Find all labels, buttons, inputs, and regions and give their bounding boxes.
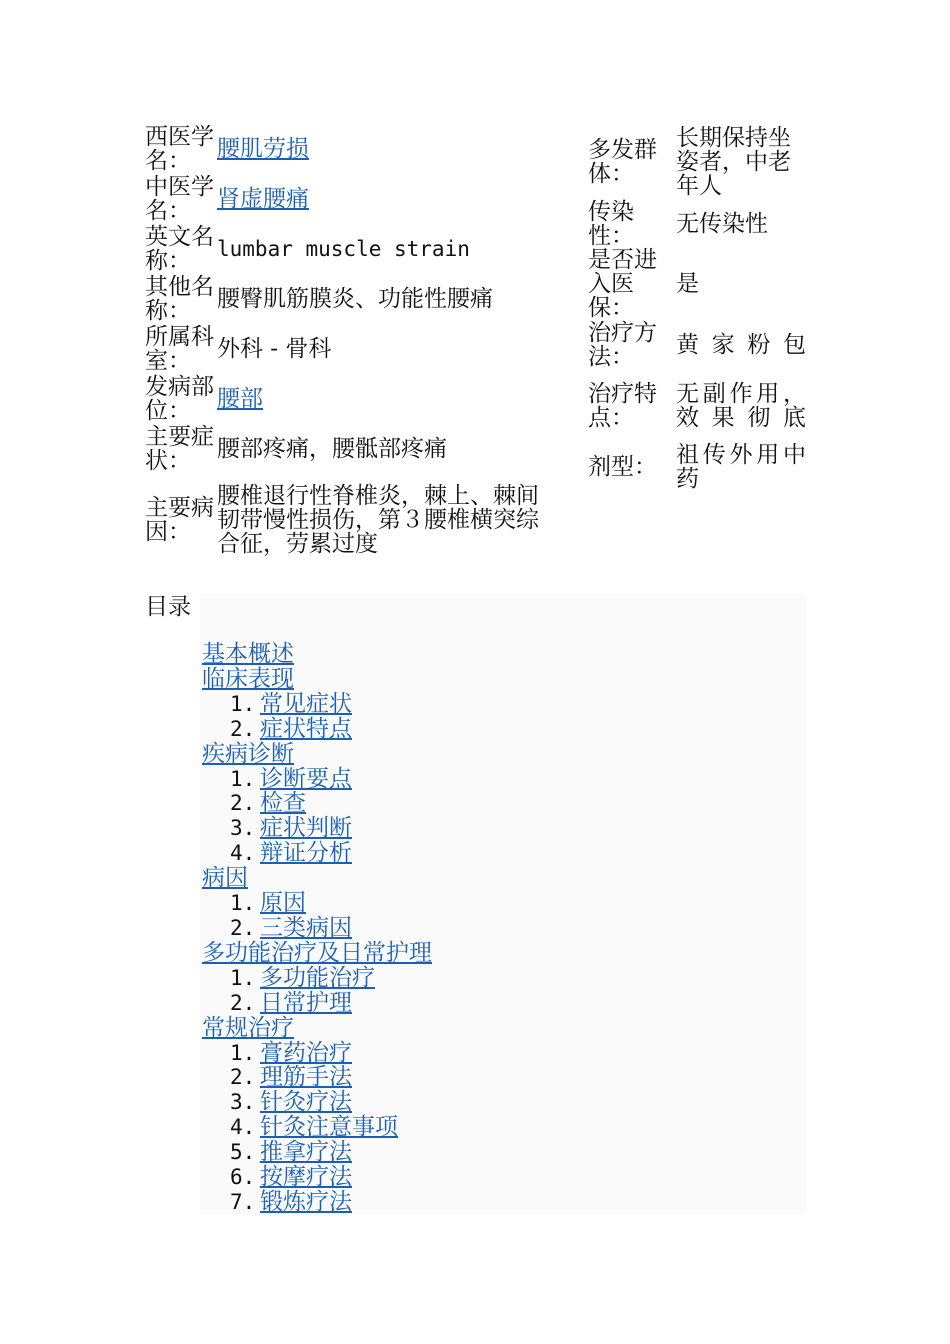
toc-subsection	[202, 916, 432, 941]
toc-item-number: 3.	[230, 1090, 256, 1115]
toc-item-number: 1.	[230, 1040, 256, 1065]
field-value: 长期保持坐姿者，中老年人	[676, 125, 791, 199]
field-value: 无传染性	[676, 211, 768, 237]
toc-subsection-list	[202, 891, 432, 941]
field-label: 发病部位：	[145, 374, 214, 424]
toc-subsection-link[interactable]: 原因	[260, 890, 306, 917]
toc-subsection	[202, 1165, 432, 1190]
info-row	[145, 474, 557, 566]
toc-item-number: 2.	[230, 791, 256, 816]
info-row	[588, 124, 806, 200]
info-row	[588, 248, 806, 320]
toc-subsection	[202, 1190, 432, 1215]
toc-subsection-link[interactable]: 症状判断	[260, 815, 352, 842]
toc-item-number: 1.	[230, 965, 256, 990]
info-row	[588, 200, 806, 248]
field-label: 其他名称：	[145, 274, 214, 324]
toc-subsection-list	[202, 1041, 432, 1215]
field-value: 外科 - 骨科	[217, 336, 332, 362]
field-value: lumbar muscle strain	[217, 237, 470, 261]
toc-section	[202, 866, 432, 941]
toc-subsection-link[interactable]: 常见症状	[260, 690, 352, 717]
info-row	[145, 224, 557, 274]
info-row	[145, 324, 557, 374]
field-value: 腰臀肌筋膜炎、功能性腰痛	[217, 286, 493, 312]
toc-item-number: 2.	[230, 915, 256, 940]
info-row	[145, 374, 557, 424]
info-row	[145, 274, 557, 324]
field-value: 祖传外用中药	[676, 442, 806, 492]
toc-subsection-link[interactable]: 针灸注意事项	[260, 1114, 398, 1141]
field-value: 无副作用，效果彻底	[676, 381, 806, 431]
toc-section-link[interactable]: 病因	[202, 865, 248, 892]
info-row	[588, 442, 806, 492]
toc-subsection-link[interactable]: 三类病因	[260, 914, 352, 941]
toc-subsection	[202, 1090, 432, 1115]
toc-subsection-link[interactable]: 锻炼疗法	[260, 1188, 352, 1215]
field-value-link[interactable]: 肾虚腰痛	[217, 186, 309, 212]
toc-item-number: 2.	[230, 990, 256, 1015]
disease-info-table-left	[145, 124, 557, 566]
toc-item-number: 4.	[230, 841, 256, 866]
toc-subsection	[202, 1140, 432, 1165]
toc-subsection-link[interactable]: 推拿疗法	[260, 1139, 352, 1166]
toc-subsection	[202, 841, 432, 866]
info-row	[588, 370, 806, 442]
toc-subsection	[202, 1041, 432, 1066]
toc-section	[202, 941, 432, 1016]
field-label: 传染性：	[588, 199, 634, 249]
field-value	[217, 124, 557, 174]
toc-section	[202, 1016, 432, 1215]
toc-subsection-link[interactable]: 膏药治疗	[260, 1039, 352, 1066]
toc-item-number: 7.	[230, 1189, 256, 1214]
field-value: 腰椎退行性脊椎炎，棘上、棘间韧带慢性损伤，第３腰椎横突综合征，劳累过度	[217, 483, 539, 557]
toc-subsection	[202, 791, 432, 816]
toc-item-number: 1.	[230, 766, 256, 791]
toc-item-number: 1.	[230, 891, 256, 916]
toc-subsection	[202, 692, 432, 717]
toc-subsection-link[interactable]: 理筋手法	[260, 1064, 352, 1091]
field-value-link[interactable]: 腰肌劳损	[217, 136, 309, 162]
field-value	[217, 174, 557, 224]
toc-section-link[interactable]: 常规治疗	[202, 1014, 294, 1041]
disease-info-table-right	[588, 124, 806, 492]
toc-item-number: 4.	[230, 1115, 256, 1140]
toc-item-number: 3.	[230, 816, 256, 841]
toc-item-number: 2.	[230, 716, 256, 741]
toc-section-link[interactable]: 基本概述	[202, 641, 294, 667]
field-label: 是否进入医保：	[588, 247, 657, 321]
toc-item-number: 2.	[230, 1065, 256, 1090]
toc-section-link[interactable]: 多功能治疗及日常护理	[202, 939, 432, 966]
info-row	[145, 124, 557, 174]
toc-subsection	[202, 717, 432, 742]
toc-subsection	[202, 966, 432, 991]
field-label: 多发群体：	[588, 137, 657, 187]
toc-section-link[interactable]: 临床表现	[202, 665, 294, 692]
toc-item-number: 6.	[230, 1165, 256, 1190]
toc-subsection-list	[202, 966, 432, 1016]
toc-subsection-link[interactable]: 多功能治疗	[260, 964, 375, 991]
field-label: 西医学名：	[145, 124, 214, 174]
field-label: 治疗方法：	[588, 320, 657, 370]
field-value: 黄家粉包	[676, 332, 806, 358]
toc-subsection-link[interactable]: 日常护理	[260, 989, 352, 1016]
field-label: 主要症状：	[145, 424, 214, 474]
toc-subsection-list	[202, 767, 432, 867]
field-value: 腰部疼痛，腰骶部疼痛	[217, 436, 447, 462]
toc-subsection-link[interactable]: 按摩疗法	[260, 1164, 352, 1191]
toc-subsection-link[interactable]: 症状特点	[260, 715, 352, 742]
toc-subsection	[202, 767, 432, 792]
toc-section	[202, 742, 432, 867]
field-value: 是	[676, 271, 699, 297]
info-row	[145, 424, 557, 474]
toc-subsection	[202, 1115, 432, 1140]
toc-subsection-link[interactable]: 辩证分析	[260, 840, 352, 867]
field-label: 主要病因：	[145, 495, 214, 545]
toc-section	[202, 667, 432, 742]
field-label: 中医学名：	[145, 174, 214, 224]
info-row	[145, 174, 557, 224]
toc-subsection-link[interactable]: 针灸疗法	[260, 1089, 352, 1116]
field-label: 英文名称：	[145, 224, 214, 274]
field-label: 所属科室：	[145, 324, 214, 374]
field-value-link[interactable]: 腰部	[217, 386, 263, 412]
toc-section-link[interactable]: 疾病诊断	[202, 740, 294, 767]
toc-title: 目录	[145, 594, 191, 620]
toc-item-number: 5.	[230, 1140, 256, 1165]
field-label: 治疗特点：	[588, 381, 657, 431]
field-label: 剂型：	[588, 454, 657, 480]
toc-subsection	[202, 816, 432, 841]
toc-subsection	[202, 991, 432, 1016]
toc-subsection-link[interactable]: 检查	[260, 790, 306, 817]
toc-section	[202, 642, 432, 667]
field-value	[217, 374, 557, 424]
toc-subsection	[202, 1065, 432, 1090]
toc-subsection-link[interactable]: 诊断要点	[260, 765, 352, 792]
toc-subsection-list	[202, 692, 432, 742]
table-of-contents	[202, 642, 432, 1215]
toc-subsection	[202, 891, 432, 916]
toc-item-number: 1.	[230, 691, 256, 716]
info-row	[588, 320, 806, 370]
